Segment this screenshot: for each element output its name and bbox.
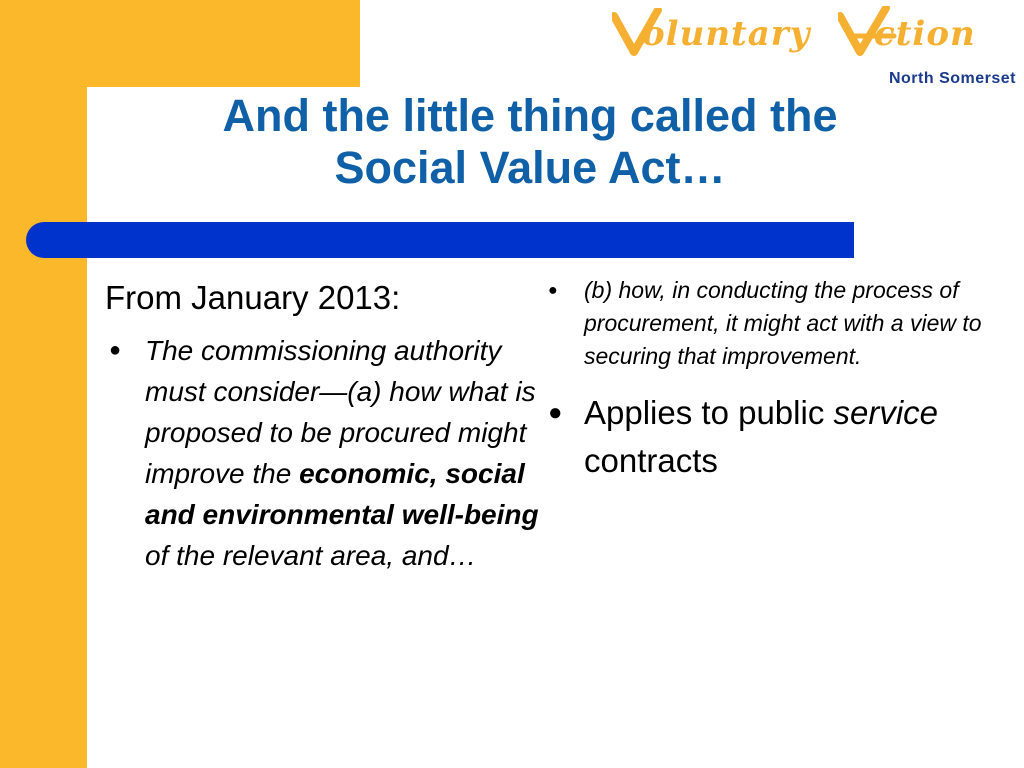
bullet-dot: ●: [548, 399, 563, 426]
slide-title: [150, 90, 910, 194]
left-column: [105, 276, 550, 576]
right-column: [542, 274, 1012, 485]
bullet-dot: ●: [548, 282, 558, 299]
right-bullet-item-2: [542, 389, 1012, 485]
slide-frame-left: [0, 0, 87, 768]
voluntary-action-logo: [612, 4, 1024, 88]
right-item-2-text-end: contracts: [584, 442, 718, 479]
left-heading: From January 2013:: [105, 279, 401, 316]
right-item-1-text: (b) how, in conducting the process of procurement, it might act with a view to securing that improvement.: [584, 277, 982, 369]
left-item-text-bold: economic, social and environmental well-being: [145, 458, 539, 530]
right-item-2-text-start: Applies to public: [584, 394, 834, 431]
left-item-text-start: The commissioning authority must consider—(a) how what is proposed to be procured might improve the: [145, 335, 536, 489]
logo-subtitle: North Somerset: [888, 70, 1016, 87]
title-accent-bar: [26, 222, 854, 258]
logo-word-action: ction: [874, 14, 976, 54]
logo-word-voluntary: oluntary: [642, 14, 811, 54]
slide-title-line-1: And the little thing called the: [222, 90, 838, 141]
bullet-dot: ●: [109, 339, 122, 361]
left-item-text-end: of the relevant area, and…: [145, 540, 477, 571]
slide-frame-top: [0, 0, 360, 87]
right-item-2-text-italic: service: [833, 394, 939, 431]
right-bullet-item-1: [542, 274, 1012, 373]
slide-title-line-2: Social Value Act…: [334, 142, 726, 193]
left-bullet-item: [105, 330, 550, 576]
